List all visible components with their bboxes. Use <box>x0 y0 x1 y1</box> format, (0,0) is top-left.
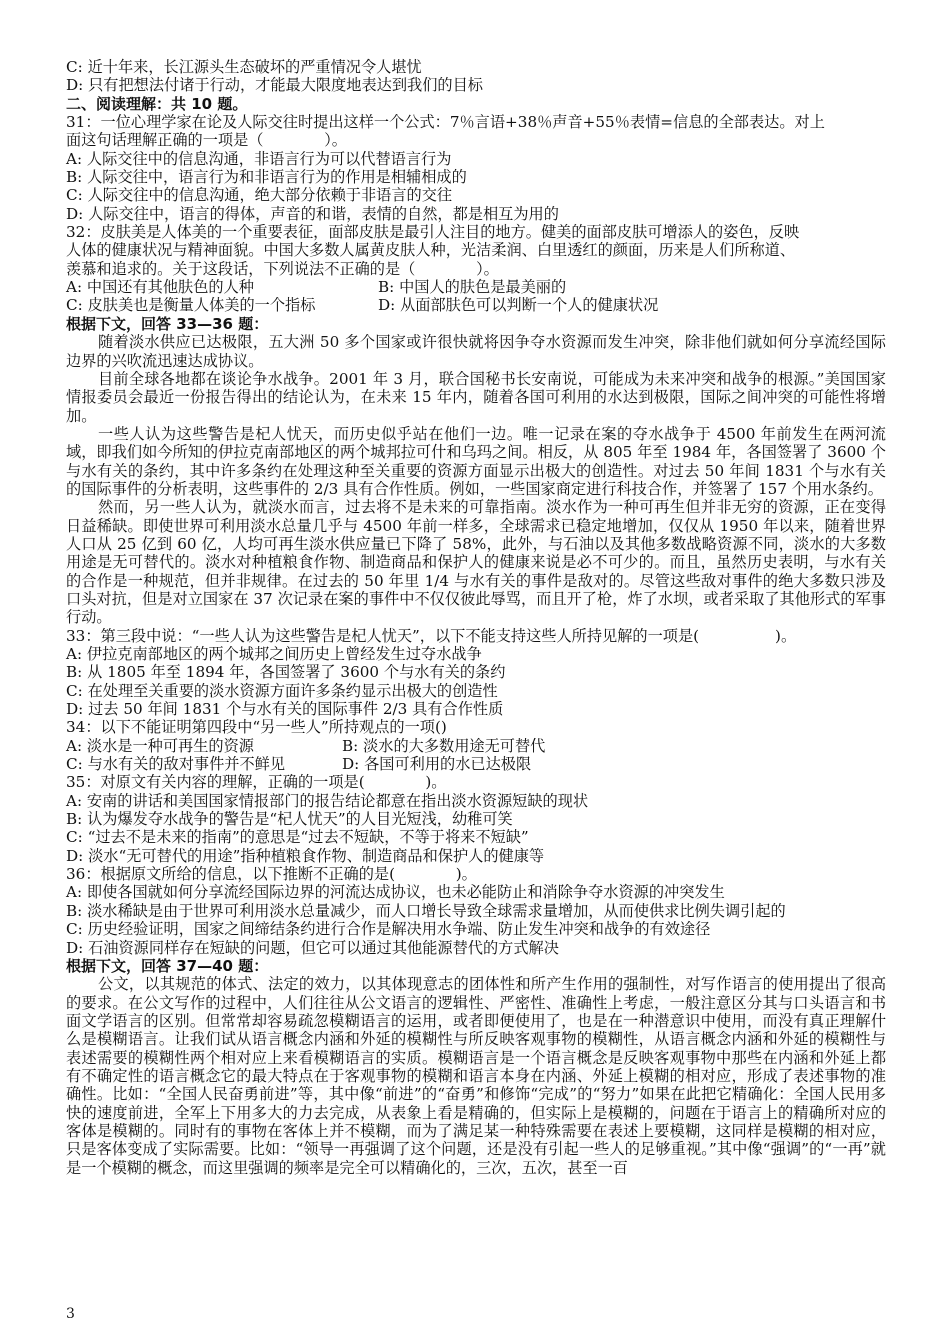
question-32: 32：皮肤美是人体美的一个重要表征，面部皮肤是最引人注目的地方。健美的面部皮肤可增添人的姿色，反映 <box>66 223 800 242</box>
q31-option-c: C: 人际交往中的信息沟通，绝大部分依赖于非语言的交往 <box>66 186 453 205</box>
passage-heading-33-36: 根据下文，回答 33—36 题： <box>66 314 269 333</box>
q35-option-d: D: 淡水“无可替代的用途”指种植粮食作物、制造商品和保护人的健康等 <box>66 846 545 865</box>
question-31: 31：一位心理学家在论及人际交往时提出这样一个公式：7％言语+38％声音+55％表情=信息的全部表达。对上 <box>66 113 825 132</box>
question-31-cont: 面这句话理解正确的一项是（ ）。 <box>66 131 347 150</box>
q36-option-a: A: 即使各国就如何分享流经国际边界的河流达成协议，也未必能防止和消除争夺水资源的冲突发生 <box>66 883 725 902</box>
passage-paragraph-3: 一些人认为这些警告是杞人忧天，而历史似乎站在他们一边。唯一记录在案的夺水战争于 4500 年前发生在两河流域，即我们如今所知的伊拉克南部地区的两个城邦拉可什和乌玛之间。相反，从 805 年至 1984 年，各国签署了 3600 个与水有关的条约，其中许多条约在处理这种至关重要的资源方面显示出极大的创造性。对过去 50 年间 1831 个与水有关的国际事件的分析表明，这些事件的 2/3 具有合作性质。例如，一些国家商定进行科技合作，并签署了 157 个用水条约。 <box>66 424 886 498</box>
section-heading: 二、阅读理解：共 10 题。 <box>66 94 248 113</box>
passage-paragraph-1: 随着淡水供应已达极限，五大洲 50 多个国家或许很快就将因争夺水资源而发生冲突，除非他们就如何分享流经国际边界的兴吹流迅速达成协议。 <box>66 333 886 370</box>
q31-option-a: A: 人际交往中的信息沟通，非语言行为可以代替语言行为 <box>66 149 452 168</box>
document-body <box>66 58 886 1177</box>
q34-option-a: A: 淡水是一种可再生的资源 <box>66 736 254 755</box>
q36-option-c: C: 历史经验证明，国家之间缔结条约进行合作是解决用水争端、防止发生冲突和战争的有效途径 <box>66 920 711 939</box>
q32-options-ab <box>66 278 886 296</box>
q35-option-a: A: 安南的讲话和美国国家情报部门的报告结论都意在指出淡水资源短缺的现状 <box>66 791 589 810</box>
q31-option-b: B: 人际交往中，语言行为和非语言行为的作用是相辅相成的 <box>66 168 467 187</box>
page-number: 3 <box>66 1306 75 1322</box>
q35-option-c: C: “过去不是未来的指南”的意思是“过去不短缺，不等于将来不短缺” <box>66 828 529 847</box>
q33-option-b: B: 从 1805 年至 1894 年，各国签署了 3600 个与水有关的条约 <box>66 663 506 682</box>
question-32-cont: 人体的健康状况与精神面貌。中国大多数人属黄皮肤人种，光洁柔润、白里透红的颜面，历来是人们所称道、 <box>66 241 795 260</box>
passage-paragraph-2: 目前全球各地都在谈论争水战争。2001 年 3 月，联合国秘书长安南说，可能成为未来冲突和战争的根源。”美国国家情报委员会最近一份报告得出的结论认为，在未来 15 年内，随着各国可利用的水达到极限，国际之间冲突的可能性将增加。 <box>66 369 886 425</box>
question-33: 33：第三段中说：“一些人认为这些警告是杞人忧天”，以下不能支持这些人所持见解的一项是( )。 <box>66 626 797 645</box>
option-c: C: 近十年来，长江源头生态破坏的严重情况令人堪忧 <box>66 58 422 76</box>
q32-option-a: A: 中国还有其他肤色的人种 <box>66 278 254 297</box>
question-36: 36：根据原文所给的信息，以下推断不正确的是( )。 <box>66 865 477 884</box>
passage-heading-37-40: 根据下文，回答 37—40 题： <box>66 956 269 975</box>
question-32-cont2: 羡慕和追求的。关于这段话，下列说法不正确的是（ ）。 <box>66 259 499 278</box>
question-34: 34：以下不能证明第四段中“另一些人”所持观点的一项() <box>66 718 447 737</box>
passage-paragraph-5: 公文，以其规范的体式、法定的效力，以其体现意志的团体性和所产生作用的强制性，对写作语言的使用提出了很高的要求。在公文写作的过程中，人们往往从公文语言的逻辑性、严密性、准确性上考虑，一般注意区分其与口头语言和书面文学语言的区别。但常常却容易疏忽模糊语言的运用，或者即便使用了，也是在一种潜意识中使用，而没有真正理解什么是模糊语言。让我们试从语言概念内涵和外延的模糊性与所反映客观事物的模糊性，从语言概念内涵和外延的模糊性与表述需要的模糊性两个相对应上来看模糊语言的实质。模糊语言是一个语言概念是反映客观事物中那些在内涵和外延上都有不确定性的语言概念它的最大特点在于客观事物的模糊和语言本身在内涵、外延上模糊的相对应，形成了表述事物的准确性。比如：“全国人民奋勇前进”等，其中像“前进”的“奋勇”和修饰“完成”的“努力”如果在此把它精确化：全国人民用多快的速度前进，全军上下用多大的力去完成，从表象上看是精确的，但实际上是模糊的，问题在于语言上的精确所对应的客体是模糊的。同时有的事物在客体上并不模糊，而为了满足某一种特殊需要在表述上要模糊，这同样是模糊的相对应，只是客体变成了实际需要。比如：“领导一再强调了这个问题，还是没有引起一些人的足够重视。”其中像“强调”的“一再”就是一个模糊的概念，而这里强调的频率是完全可以精确化的，三次，五次，甚至一百 <box>66 975 886 1177</box>
q34-option-b: B: 淡水的大多数用途无可替代 <box>342 736 546 755</box>
q36-option-b: B: 淡水稀缺是由于世界可利用淡水总量减少，而人口增长导致全球需求量增加，从而使供求比例失调引起的 <box>66 901 786 920</box>
q34-option-d: D: 各国可利用的水已达极限 <box>342 755 532 774</box>
q33-option-c: C: 在处理至关重要的淡水资源方面许多条约显示出极大的创造性 <box>66 681 498 700</box>
q35-option-b: B: 认为爆发夺水战争的警告是“杞人忧天”的人目光短浅，幼稚可笑 <box>66 810 513 829</box>
option-d: D: 只有把想法付诸于行动，才能最大限度地表达到我们的目标 <box>66 76 483 95</box>
passage-paragraph-4: 然而，另一些人认为，就淡水而言，过去将不是未来的可靠指南。淡水作为一种可再生但并非无穷的资源，正在变得日益稀缺。即使世界可利用淡水总量几乎与 4500 年前一样多，全球需求已稳定地增加，仅仅从 1950 年以来，随着世界人口从 25 亿到 60 亿，人均可再生淡水供应量已下降了 58%，此外，与石油以及其他多数战略资源不同，淡水的大多数用途是无可替代的。淡水对种植粮食作物、制造商品和保护人的健康来说是必不可少的。而且，虽然历史表明，与水有关的合作是一种规范，但并非规律。在过去的 50 年里 1/4 与水有关的事件是敌对的。尽管这些敌对事件的绝大多数只涉及口头对抗，但是对立国家在 37 次记录在案的事件中不仅仅彼此辱骂，而且开了枪，炸了水坝，或者采取了其他形式的军事行动。 <box>66 498 886 627</box>
q34-options-ab <box>66 737 886 755</box>
q34-option-c: C: 与水有关的敌对事件并不鲜见 <box>66 755 286 774</box>
q33-option-a: A: 伊拉克南部地区的两个城邦之间历史上曾经发生过夺水战争 <box>66 645 482 663</box>
q32-option-d: D: 从面部肤色可以判断一个人的健康状况 <box>378 296 659 315</box>
q34-options-cd <box>66 755 886 773</box>
q32-option-b: B: 中国人的肤色是最美丽的 <box>378 278 567 297</box>
question-35: 35：对原文有关内容的理解，正确的一项是( )。 <box>66 773 447 792</box>
q32-options-cd <box>66 296 886 314</box>
q36-option-d: D: 石油资源同样存在短缺的问题，但它可以通过其他能源替代的方式解决 <box>66 938 559 957</box>
q32-option-c: C: 皮肤美也是衡量人体美的一个指标 <box>66 296 316 315</box>
q33-option-d: D: 过去 50 年间 1831 个与水有关的国际事件 2/3 具有合作性质 <box>66 700 504 719</box>
q31-option-d: D: 人际交往中，语言的得体，声音的和谐，表情的自然，都是相互为用的 <box>66 204 559 223</box>
